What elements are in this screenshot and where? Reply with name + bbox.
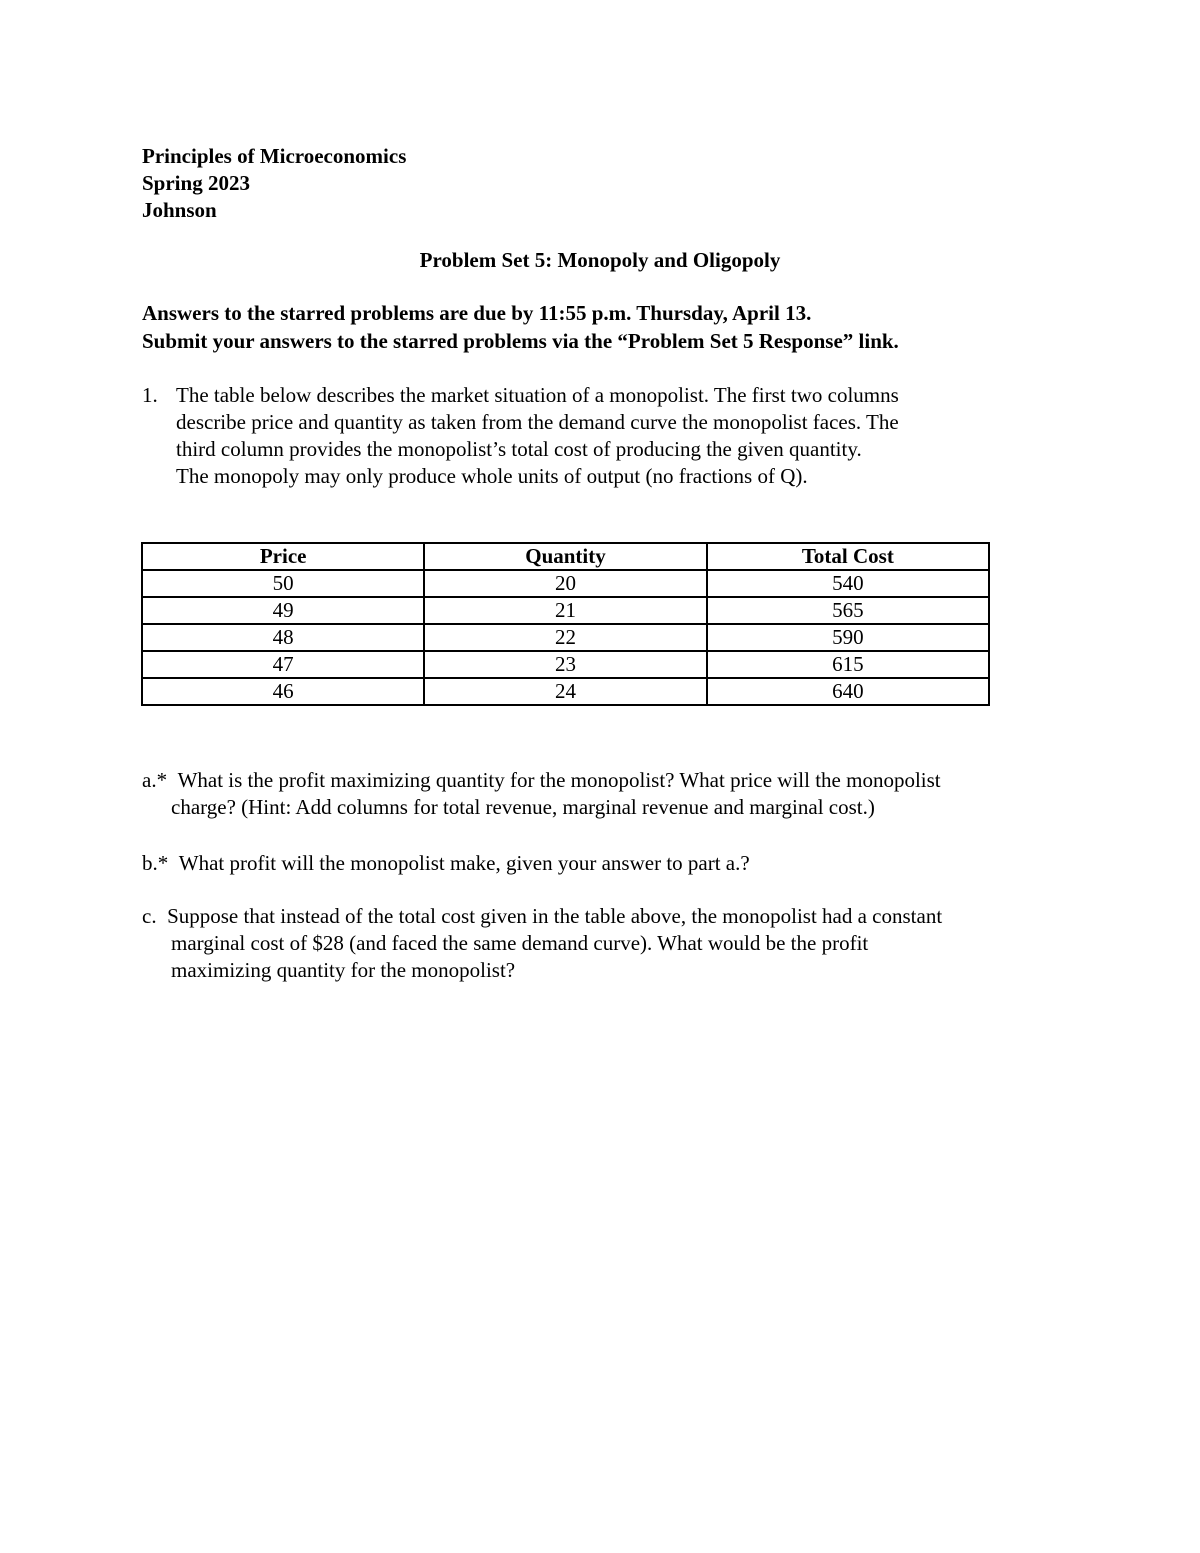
table-header-row [142, 543, 989, 570]
problem-set-title: Problem Set 5: Monopoly and Oligopoly [419, 248, 781, 272]
part-b [142, 850, 1062, 877]
question-1-line: The monopoly may only produce whole units of output (no fractions of Q). [176, 464, 808, 488]
part-c [142, 903, 1062, 984]
due-instructions [142, 300, 899, 356]
header-price: Price [142, 543, 424, 570]
part-c-label: c. [142, 904, 157, 928]
question-1-number: 1. [142, 383, 158, 407]
table-row [142, 624, 989, 651]
cell-quantity: 20 [424, 570, 706, 597]
monopoly-table [141, 542, 990, 706]
part-c-text-line2: marginal cost of $28 (and faced the same demand curve). What would be the profit [171, 931, 869, 955]
question-1-line: third column provides the monopolist’s total cost of producing the given quantity. [176, 437, 862, 461]
cell-price: 47 [142, 651, 424, 678]
cell-total-cost: 565 [707, 597, 989, 624]
course-header [142, 143, 406, 224]
due-date-line: Answers to the starred problems are due by 11:55 p.m. Thursday, April 13. [142, 301, 812, 325]
cell-quantity: 24 [424, 678, 706, 705]
cell-price: 48 [142, 624, 424, 651]
cell-total-cost: 615 [707, 651, 989, 678]
part-a-text-line1: What is the profit maximizing quantity for the monopolist? What price will the monopolist [177, 768, 941, 792]
table-row [142, 597, 989, 624]
instructor-name: Johnson [142, 198, 217, 222]
header-quantity: Quantity [424, 543, 706, 570]
part-b-text-line1: What profit will the monopolist make, given your answer to part a.? [178, 851, 750, 875]
cell-price: 50 [142, 570, 424, 597]
cell-price: 46 [142, 678, 424, 705]
cell-quantity: 21 [424, 597, 706, 624]
table-row [142, 570, 989, 597]
part-c-text-line3: maximizing quantity for the monopolist? [171, 958, 516, 982]
table-row [142, 651, 989, 678]
part-a-label: a.* [142, 768, 168, 792]
part-c-text-line1: Suppose that instead of the total cost given in the table above, the monopolist had a constant [167, 904, 943, 928]
table-row [142, 678, 989, 705]
part-a [142, 767, 1062, 821]
header-total-cost: Total Cost [707, 543, 989, 570]
cell-total-cost: 640 [707, 678, 989, 705]
cell-total-cost: 540 [707, 570, 989, 597]
cell-total-cost: 590 [707, 624, 989, 651]
submission-line: Submit your answers to the starred problems via the “Problem Set 5 Response” link. [142, 329, 899, 353]
course-term: Spring 2023 [142, 171, 250, 195]
cell-quantity: 22 [424, 624, 706, 651]
question-1-line: The table below describes the market situation of a monopolist. The first two columns [176, 383, 899, 407]
question-1-text [176, 382, 1016, 490]
part-b-label: b.* [142, 851, 169, 875]
course-name: Principles of Microeconomics [142, 144, 407, 168]
part-a-text-line2: charge? (Hint: Add columns for total revenue, marginal revenue and marginal cost.) [171, 795, 875, 819]
cell-price: 49 [142, 597, 424, 624]
cell-quantity: 23 [424, 651, 706, 678]
question-1-line: describe price and quantity as taken from the demand curve the monopolist faces. The [176, 410, 899, 434]
